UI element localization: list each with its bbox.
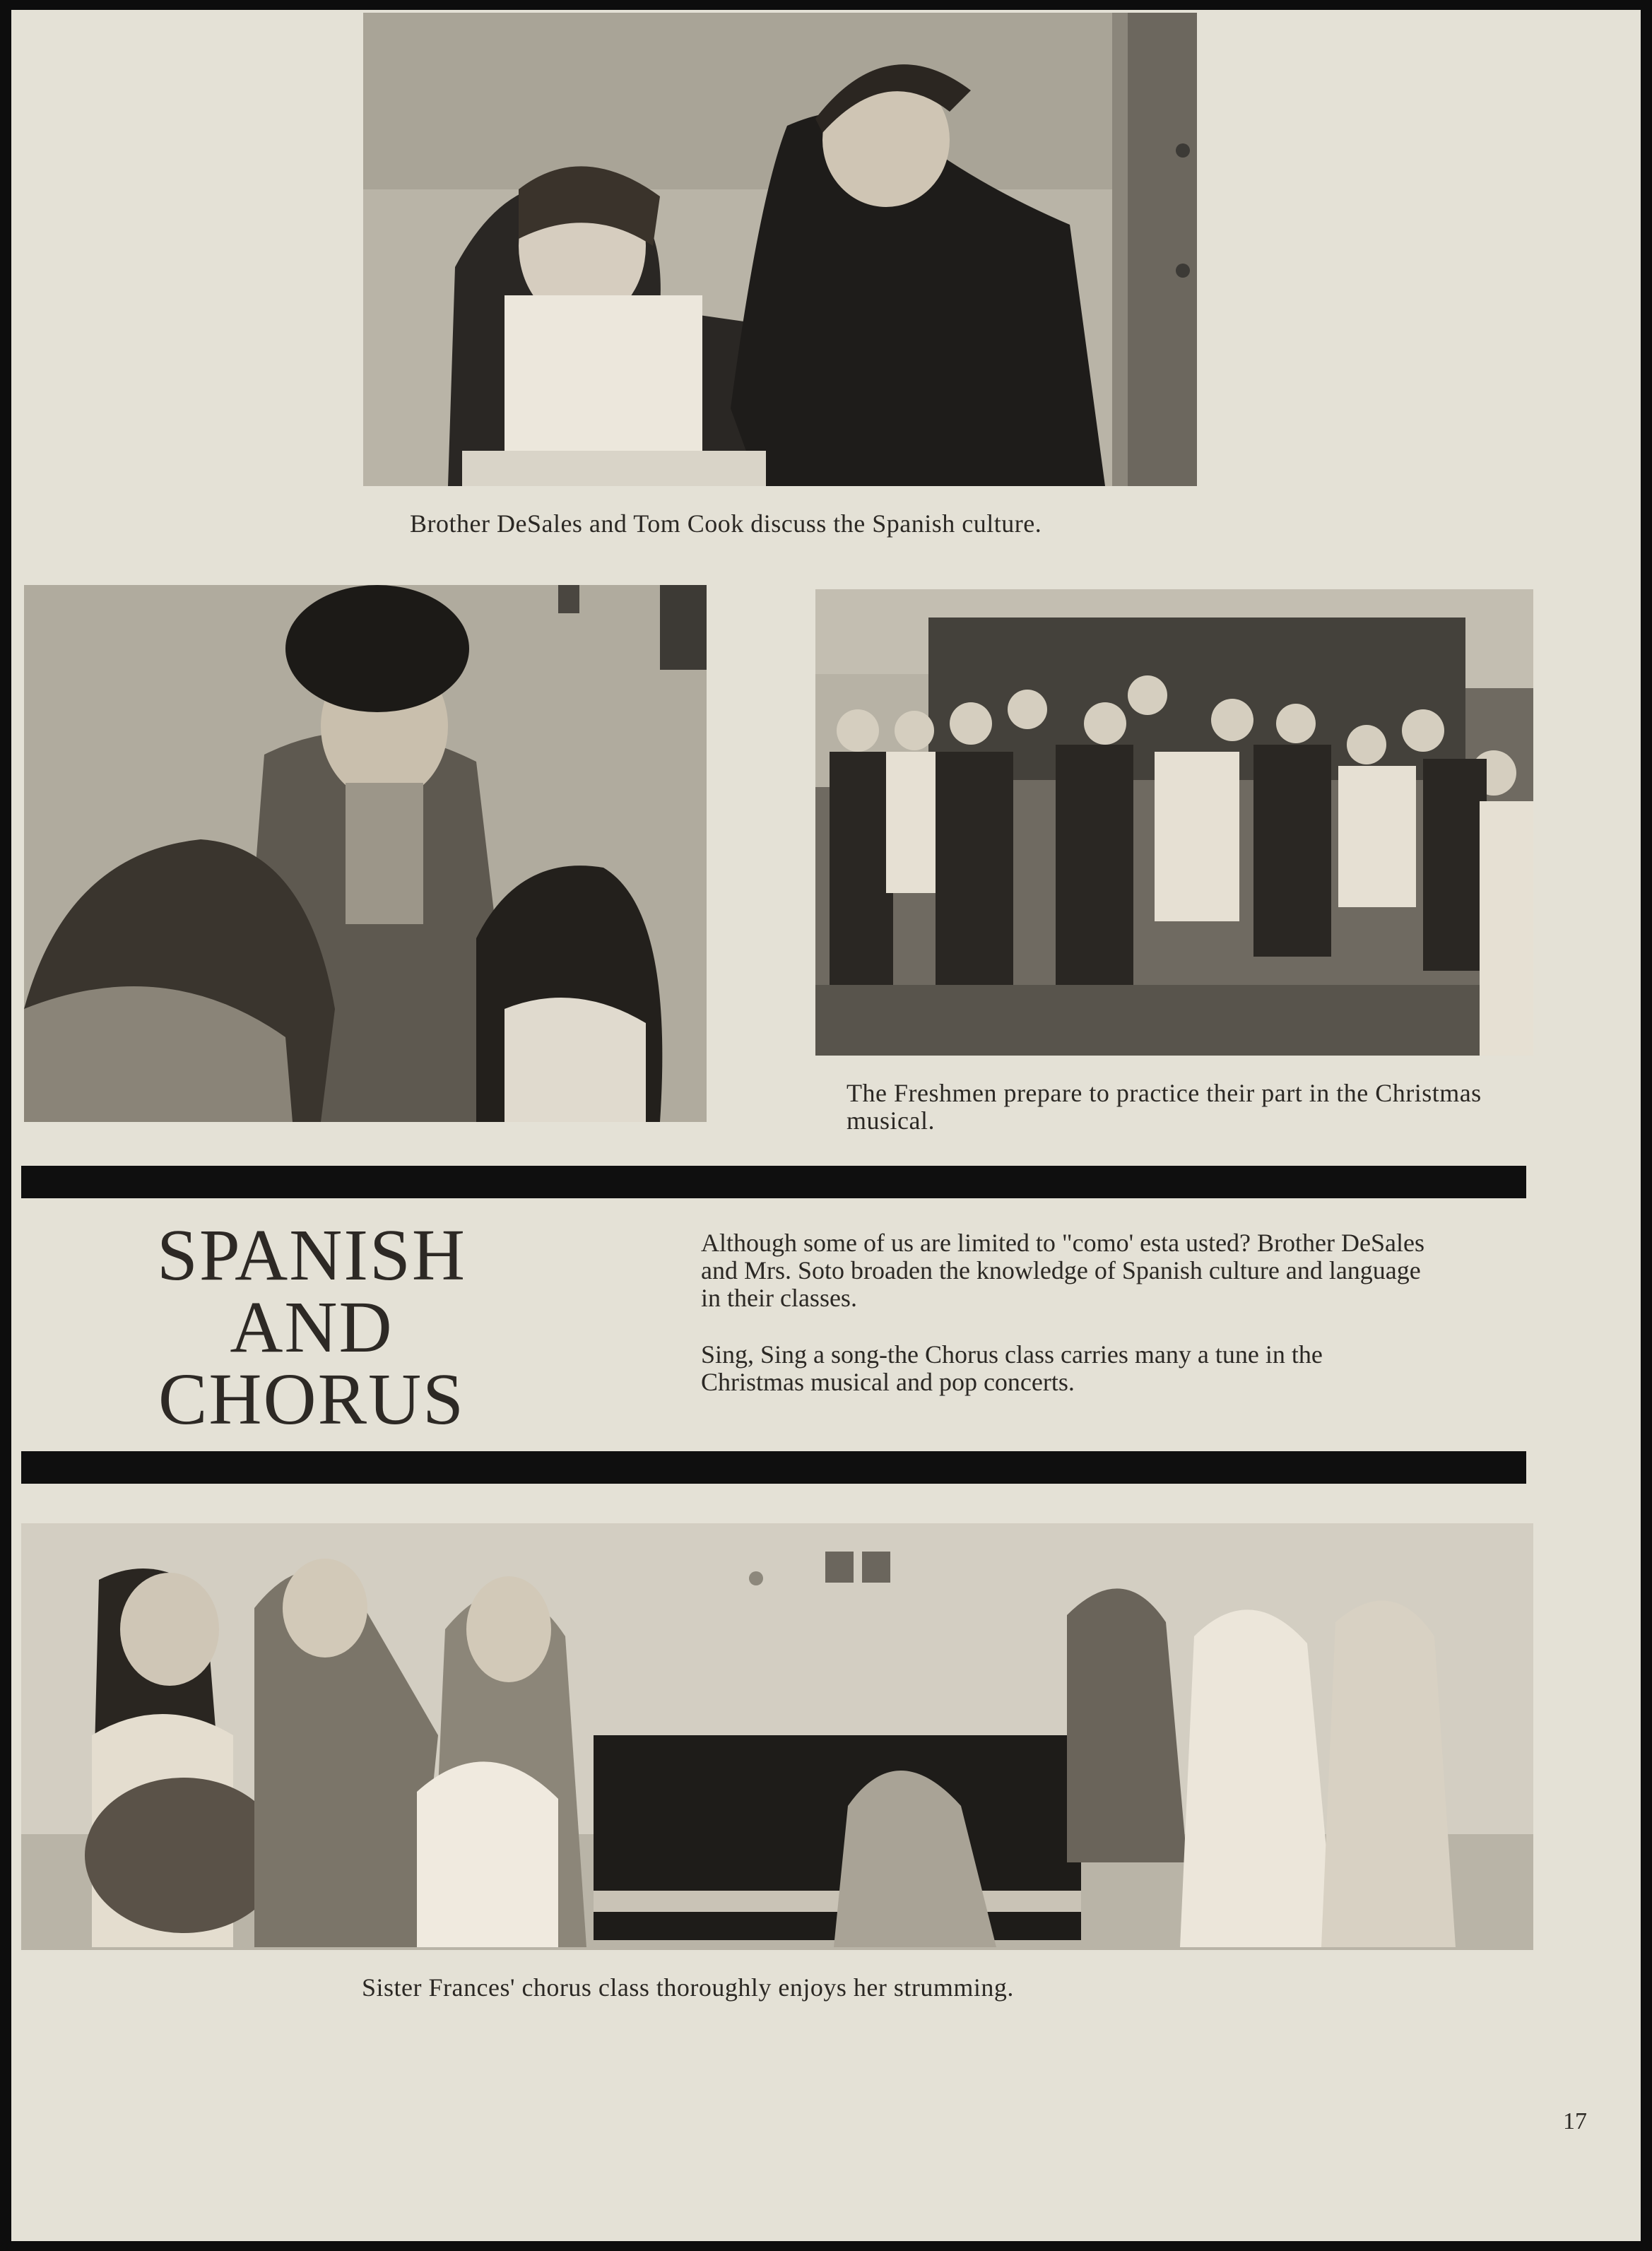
caption-bottom-photo: Sister Frances' chorus class thoroughly enjoys her strumming. [362,1973,1014,2002]
yearbook-page [11,10,1641,2241]
section-headline [117,1215,506,1440]
page-number: 17 [1563,2108,1587,2134]
headline-line-2: AND [230,1287,394,1368]
photo-middle-right-freshmen [815,589,1533,1056]
caption-middle-right-photo: The Freshmen prepare to practice their part in the Christmas musical. [846,1079,1482,1135]
photo-bottom-chorus-class [21,1523,1533,1950]
photo-middle-left-mrs-soto [24,585,707,1122]
divider-bar-top [21,1166,1526,1198]
photo-top-desales-tom-cook [363,13,1197,486]
headline-line-3: CHORUS [158,1359,465,1440]
headline-line-1: SPANISH [157,1215,466,1296]
body-paragraph-chorus: Sing, Sing a song-the Chorus class carries many a tune in the Christmas musical and pop concerts. [701,1340,1323,1396]
divider-bar-bottom [21,1451,1526,1484]
caption-top-photo: Brother DeSales and Tom Cook discuss the Spanish culture. [410,509,1042,538]
body-paragraph-spanish: Although some of us are limited to "como' esta usted? Brother DeSales and Mrs. Soto broaden the knowledge of Spanish culture and language in their classes. [701,1229,1424,1312]
